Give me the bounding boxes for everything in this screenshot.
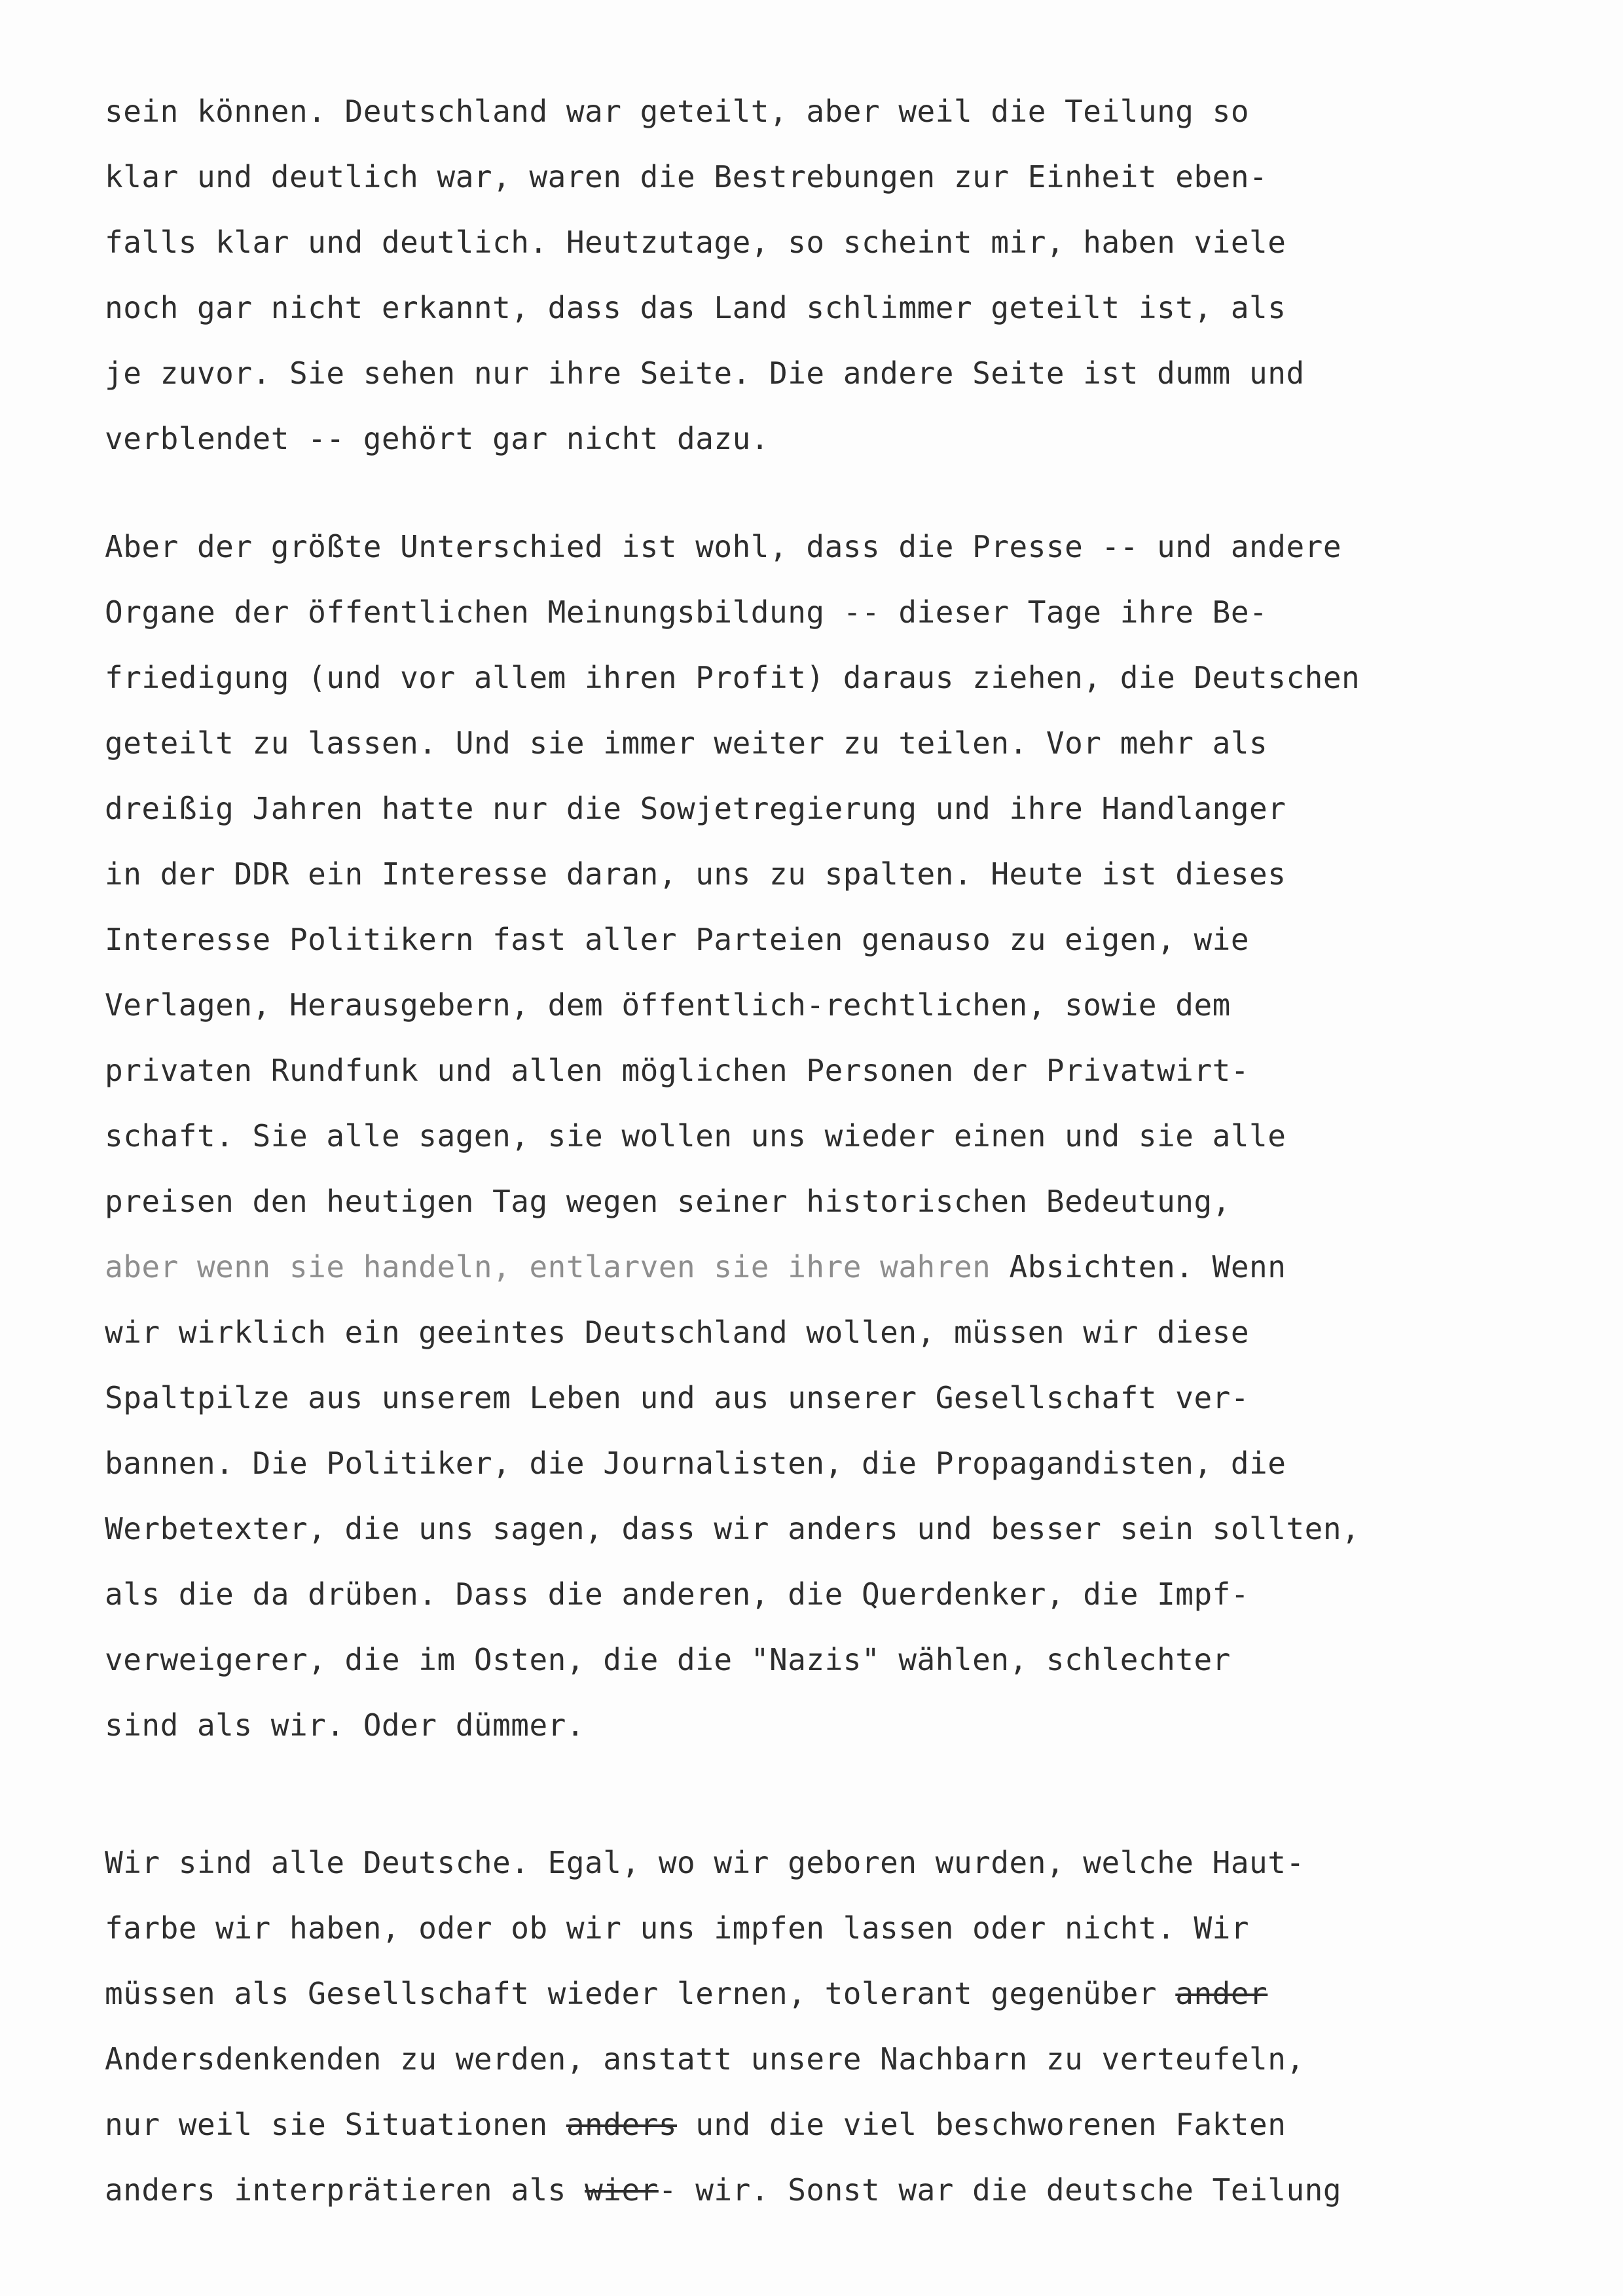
text-line	[105, 1038, 1519, 1103]
text-segment: Spaltpilze aus unserem Leben und aus unserer Gesellschaft ver-	[105, 1380, 1250, 1415]
text-segment: je zuvor. Sie sehen nur ihre Seite. Die andere Seite ist dumm und	[105, 355, 1305, 391]
text-line	[105, 710, 1519, 776]
text-segment: Andersdenkenden zu werden, anstatt unsere Nachbarn zu verteufeln,	[105, 2041, 1305, 2077]
text-line	[105, 210, 1519, 275]
text-segment: sind als wir. Oder dümmer.	[105, 1707, 585, 1743]
text-segment: aber wenn sie handeln, entlarven sie ihre wahren	[105, 1249, 1010, 1285]
text-line	[105, 144, 1519, 210]
text-segment: Wir sind alle Deutsche. Egal, wo wir geboren wurden, welche Haut-	[105, 1845, 1305, 1880]
text-line	[105, 972, 1519, 1038]
text-line	[105, 1895, 1519, 1961]
text-segment: Interesse Politikern fast aller Parteien genauso zu eigen, wie	[105, 922, 1250, 957]
text-line	[105, 79, 1519, 144]
text-line	[105, 1496, 1519, 1561]
text-line	[105, 645, 1519, 710]
text-line	[105, 340, 1519, 406]
text-segment: anders interprätieren als	[105, 2172, 585, 2208]
text-line	[105, 1627, 1519, 1692]
text-segment: wir wirklich ein geeintes Deutschland wollen, müssen wir diese	[105, 1315, 1250, 1350]
text-segment: klar und deutlich war, waren die Bestrebungen zur Einheit eben-	[105, 159, 1268, 194]
text-line	[105, 1561, 1519, 1627]
text-segment: noch gar nicht erkannt, dass das Land schlimmer geteilt ist, als	[105, 290, 1286, 325]
text-segment: geteilt zu lassen. Und sie immer weiter zu teilen. Vor mehr als	[105, 725, 1268, 761]
text-line	[105, 841, 1519, 907]
text-segment: verweigerer, die im Osten, die die "Nazis" wählen, schlechter	[105, 1642, 1231, 1677]
text-segment: preisen den heutigen Tag wegen seiner historischen Bedeutung,	[105, 1184, 1231, 1219]
text-segment: Werbetexter, die uns sagen, dass wir anders und besser sein sollten,	[105, 1511, 1360, 1546]
text-segment: sein können. Deutschland war geteilt, aber weil die Teilung so	[105, 94, 1250, 129]
struck-word: anders	[566, 2107, 678, 2142]
text-segment: als die da drüben. Dass die anderen, die Querdenker, die Impf-	[105, 1576, 1250, 1612]
text-segment: privaten Rundfunk und allen möglichen Personen der Privatwirt-	[105, 1053, 1250, 1088]
text-segment: schaft. Sie alle sagen, sie wollen uns wieder einen und sie alle	[105, 1118, 1286, 1154]
text-line	[105, 1300, 1519, 1365]
text-line	[105, 1430, 1519, 1496]
text-segment: in der DDR ein Interesse daran, uns zu spalten. Heute ist dieses	[105, 856, 1286, 892]
text-segment: dreißig Jahren hatte nur die Sowjetregierung und ihre Handlanger	[105, 791, 1286, 826]
text-segment: nur weil sie Situationen	[105, 2107, 566, 2142]
text-line	[105, 1961, 1519, 2026]
text-line	[105, 1365, 1519, 1430]
text-segment: Aber der größte Unterschied ist wohl, dass die Presse -- und andere	[105, 529, 1342, 564]
paragraph-3	[105, 1830, 1519, 2223]
text-line	[105, 1692, 1519, 1758]
text-segment: und die viel beschworenen Fakten	[677, 2107, 1286, 2142]
text-line	[105, 2157, 1519, 2223]
text-segment: friedigung (und vor allem ihren Profit) daraus ziehen, die Deutschen	[105, 660, 1360, 695]
text-segment: farbe wir haben, oder ob wir uns impfen lassen oder nicht. Wir	[105, 1910, 1250, 1946]
struck-word: wier	[585, 2172, 659, 2208]
text-segment: Verlagen, Herausgebern, dem öffentlich-rechtlichen, sowie dem	[105, 987, 1231, 1023]
text-line	[105, 1169, 1519, 1234]
text-line	[105, 406, 1519, 471]
text-segment: - wir. Sonst war die deutsche Teilung	[658, 2172, 1342, 2208]
text-segment: bannen. Die Politiker, die Journalisten, die Propagandisten, die	[105, 1446, 1286, 1481]
text-line	[105, 275, 1519, 340]
text-segment: Organe der öffentlichen Meinungsbildung -- dieser Tage ihre Be-	[105, 594, 1268, 630]
text-segment: Absichten. Wenn	[1009, 1249, 1286, 1285]
text-line	[105, 579, 1519, 645]
text-line	[105, 1234, 1519, 1300]
struck-word: ander	[1175, 1976, 1268, 2011]
text-segment: falls klar und deutlich. Heutzutage, so scheint mir, haben viele	[105, 225, 1286, 260]
text-line	[105, 2092, 1519, 2157]
text-line	[105, 2026, 1519, 2092]
paragraph-2	[105, 514, 1519, 1758]
text-segment: müssen als Gesellschaft wieder lernen, tolerant gegenüber	[105, 1976, 1176, 2011]
text-line	[105, 776, 1519, 841]
text-segment: verblendet -- gehört gar nicht dazu.	[105, 421, 769, 456]
paragraph-1	[105, 79, 1519, 471]
text-line	[105, 1830, 1519, 1895]
text-line	[105, 514, 1519, 579]
text-line	[105, 907, 1519, 972]
text-line	[105, 1103, 1519, 1169]
